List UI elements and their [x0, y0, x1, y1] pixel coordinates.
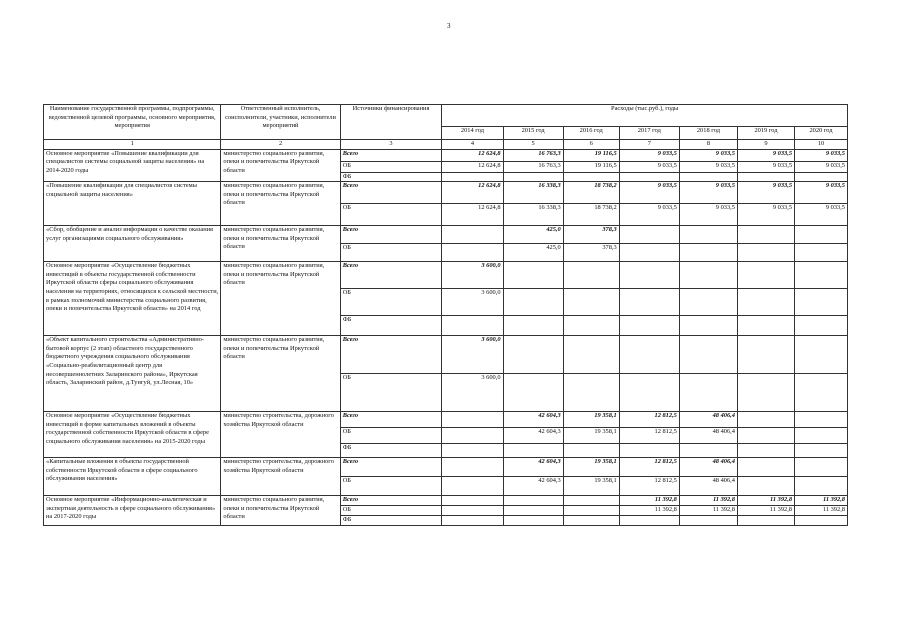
expense-value — [442, 477, 503, 496]
executor: министерство социального развития, опеки и попечительства Иркутской области — [221, 262, 340, 336]
program-name: «Объект капитального строительства «Административно-бытовой корпус (2 этап) областного государственного бюджетного учреждения социального обслуживания «Социально-реабилитационный центр для несовершеннолетних Заларинского района», Иркутская область, Заларинский район, д.Тунгуй, ул.Лесная, 10» — [44, 336, 221, 412]
expense-value: 425,0 — [503, 244, 563, 262]
page-number: 3 — [447, 22, 451, 30]
expense-value: 11 392,8 — [737, 496, 794, 506]
column-number: 10 — [795, 140, 848, 150]
expense-value: 9 033,5 — [737, 161, 794, 172]
expense-value: 42 604,3 — [503, 428, 563, 444]
funding-source: ОБ — [340, 244, 442, 262]
header-year: 2017 год — [619, 127, 679, 140]
program-name: «Сбор, обобщение и анализ информации о качестве оказания услуг организациями социального обслуживания» — [44, 226, 221, 262]
funding-source: ФБ — [340, 172, 442, 182]
expense-value: 48 406,4 — [679, 412, 737, 428]
expense-value — [679, 172, 737, 182]
expense-value: 9 033,5 — [795, 204, 848, 226]
expense-value — [503, 444, 563, 458]
executor: министерство социального развития, опеки и попечительства Иркутской области — [221, 226, 340, 262]
expense-value: 9 033,5 — [795, 182, 848, 204]
expense-value — [737, 458, 794, 477]
expense-value: 11 392,8 — [619, 506, 679, 516]
executor: министерство социального развития, опеки и попечительства Иркутской области — [221, 496, 340, 526]
expense-value — [737, 516, 794, 526]
expense-value — [795, 458, 848, 477]
header-executor: Ответственный исполнитель, соисполнители, участники, исполнители мероприятий — [221, 105, 340, 140]
column-number: 8 — [679, 140, 737, 150]
expense-value — [619, 374, 679, 412]
funding-source: ОБ — [340, 161, 442, 172]
expense-value — [563, 374, 619, 412]
header-name: Наименование государственной программы, подпрограммы, ведомственной целевой программы, основного мероприятия, мероприятия — [44, 105, 221, 140]
funding-source: Всего — [340, 226, 442, 244]
expense-value — [503, 506, 563, 516]
expense-value: 9 033,5 — [679, 182, 737, 204]
expense-value: 16 338,3 — [503, 182, 563, 204]
expense-value: 18 738,2 — [563, 204, 619, 226]
expense-value: 19 358,1 — [563, 428, 619, 444]
expense-value: 12 624,8 — [442, 161, 503, 172]
funding-source: ФБ — [340, 516, 442, 526]
expense-value: 425,0 — [503, 226, 563, 244]
funding-source: ФБ — [340, 316, 442, 336]
expense-value — [619, 336, 679, 374]
expense-value — [619, 172, 679, 182]
table-row — [44, 149, 848, 161]
expense-value — [795, 172, 848, 182]
expense-value: 9 033,5 — [679, 204, 737, 226]
expense-value — [563, 316, 619, 336]
expense-value — [737, 262, 794, 289]
header-year: 2014 год — [442, 127, 503, 140]
column-number: 1 — [44, 140, 221, 150]
program-name: Основное мероприятие «Информационно-аналитическая и экспертная деятельность в сфере социального обслуживания» на 2017-2020 годы — [44, 496, 221, 526]
expense-value: 9 033,5 — [619, 161, 679, 172]
expense-value — [442, 506, 503, 516]
expense-value: 12 624,8 — [442, 149, 503, 161]
expense-value: 3 600,0 — [442, 336, 503, 374]
expense-value: 16 763,3 — [503, 161, 563, 172]
program-name: Основное мероприятие «Осуществление бюджетных инвестиций в форме капитальных вложений в объекты государственной собственности Иркутской области в сфере социального обслуживания населения» на 2015-2020 годы — [44, 412, 221, 458]
funding-source: Всего — [340, 496, 442, 506]
expense-value — [503, 516, 563, 526]
expense-value — [442, 428, 503, 444]
program-name: Основное мероприятие «Повышение квалификации для специалистов системы социальной защиты населения» на 2014-2020 годы — [44, 149, 221, 182]
expense-value — [442, 444, 503, 458]
header-year: 2020 год — [795, 127, 848, 140]
funding-source: ОБ — [340, 374, 442, 412]
expense-value — [563, 336, 619, 374]
expense-value — [442, 244, 503, 262]
expense-value — [737, 336, 794, 374]
expense-value — [795, 374, 848, 412]
executor: министерство социального развития, опеки и попечительства Иркутской области — [221, 149, 340, 182]
expense-value — [679, 244, 737, 262]
funding-source: ФБ — [340, 444, 442, 458]
expense-value: 18 738,2 — [563, 182, 619, 204]
expense-value — [737, 244, 794, 262]
expense-value: 12 624,8 — [442, 182, 503, 204]
expense-value: 9 033,5 — [619, 204, 679, 226]
funding-source: Всего — [340, 458, 442, 477]
column-number: 2 — [221, 140, 340, 150]
funding-source: Всего — [340, 149, 442, 161]
expense-value: 11 392,8 — [679, 496, 737, 506]
expense-value — [619, 316, 679, 336]
expense-value: 3 600,0 — [442, 289, 503, 316]
expense-value: 9 033,5 — [737, 204, 794, 226]
expense-value — [679, 374, 737, 412]
expense-value: 48 406,4 — [679, 428, 737, 444]
expense-value: 19 358,1 — [563, 458, 619, 477]
expense-value — [563, 262, 619, 289]
header-source: Источники финансирования — [340, 105, 442, 140]
expense-value — [795, 336, 848, 374]
funding-source: Всего — [340, 412, 442, 428]
expense-value: 16 763,3 — [503, 149, 563, 161]
expense-value — [563, 496, 619, 506]
expense-value — [442, 412, 503, 428]
expense-value — [737, 226, 794, 244]
expense-value: 42 604,3 — [503, 412, 563, 428]
header-year: 2018 год — [679, 127, 737, 140]
funding-source: ОБ — [340, 289, 442, 316]
expense-value — [679, 289, 737, 316]
expense-value — [442, 316, 503, 336]
expense-value — [795, 244, 848, 262]
expense-value: 12 812,5 — [619, 428, 679, 444]
expense-value — [563, 444, 619, 458]
expense-value: 12 812,5 — [619, 477, 679, 496]
table-row — [44, 496, 848, 506]
expense-value — [737, 172, 794, 182]
table-row — [44, 226, 848, 244]
expense-value: 9 033,5 — [737, 149, 794, 161]
expense-value: 19 358,1 — [563, 412, 619, 428]
column-number: 9 — [737, 140, 794, 150]
expense-value — [737, 477, 794, 496]
expense-value: 48 406,4 — [679, 458, 737, 477]
program-name: Основное мероприятие «Осуществление бюджетных инвестиций в объекты государственной собственности Иркутской области сферы социального обслуживания населения на территориях, относящихся к сельской местности, в рамках полномочий министерства социального развития, опеки и попечительства Иркутской области» на 2014 год — [44, 262, 221, 336]
expense-value — [503, 496, 563, 506]
executor: министерство строительства, дорожного хозяйства Иркутской области — [221, 412, 340, 458]
executor: министерство социального развития, опеки и попечительства Иркутской области — [221, 336, 340, 412]
expense-value: 9 033,5 — [795, 149, 848, 161]
expense-value: 3 600,0 — [442, 374, 503, 412]
table-row — [44, 336, 848, 374]
expense-value — [503, 374, 563, 412]
expense-value — [795, 412, 848, 428]
expense-value: 11 392,8 — [795, 506, 848, 516]
column-number: 6 — [563, 140, 619, 150]
expense-value — [795, 289, 848, 316]
funding-source: ОБ — [340, 506, 442, 516]
expense-value: 12 812,5 — [619, 412, 679, 428]
table-row — [44, 182, 848, 204]
expense-value — [795, 516, 848, 526]
funding-source: Всего — [340, 182, 442, 204]
expense-value: 42 604,3 — [503, 458, 563, 477]
expense-value — [679, 444, 737, 458]
expense-value — [442, 226, 503, 244]
expense-value — [795, 226, 848, 244]
program-name: «Повышение квалификации для специалистов системы социальной защиты населения» — [44, 182, 221, 226]
expense-value: 12 624,8 — [442, 204, 503, 226]
column-number: 3 — [340, 140, 442, 150]
expense-value — [619, 289, 679, 316]
expense-value — [442, 458, 503, 477]
expense-value — [795, 477, 848, 496]
expense-value — [442, 516, 503, 526]
expense-value: 9 033,5 — [619, 182, 679, 204]
table-row — [44, 262, 848, 289]
expense-value — [737, 289, 794, 316]
expense-value — [737, 374, 794, 412]
expense-value — [503, 336, 563, 374]
expense-value: 48 406,4 — [679, 477, 737, 496]
expense-value — [619, 244, 679, 262]
expense-value — [795, 444, 848, 458]
expense-value — [679, 336, 737, 374]
expense-value — [563, 172, 619, 182]
expense-value: 11 392,8 — [679, 506, 737, 516]
table-row — [44, 458, 848, 477]
program-name: «Капитальные вложения в объекты государственной собственности Иркутской области в сфере социального обслуживания населения» — [44, 458, 221, 496]
expense-value: 9 033,5 — [619, 149, 679, 161]
expense-value: 9 033,5 — [737, 182, 794, 204]
expense-value: 3 600,0 — [442, 262, 503, 289]
expense-value: 19 116,5 — [563, 149, 619, 161]
expense-value: 19 116,5 — [563, 161, 619, 172]
header-year: 2016 год — [563, 127, 619, 140]
executor: министерство социального развития, опеки и попечительства Иркутской области — [221, 182, 340, 226]
expense-value — [619, 262, 679, 289]
expense-value — [737, 444, 794, 458]
funding-source: Всего — [340, 262, 442, 289]
expense-value: 9 033,5 — [679, 161, 737, 172]
expense-value — [619, 444, 679, 458]
expense-value — [442, 496, 503, 506]
expense-value — [619, 226, 679, 244]
expense-value — [737, 316, 794, 336]
expense-value — [795, 262, 848, 289]
header-year: 2015 год — [503, 127, 563, 140]
expense-value — [503, 172, 563, 182]
expense-value — [503, 262, 563, 289]
expense-value — [619, 516, 679, 526]
expense-value — [503, 316, 563, 336]
column-number: 4 — [442, 140, 503, 150]
expense-value — [679, 262, 737, 289]
header-year: 2019 год — [737, 127, 794, 140]
expense-value — [563, 289, 619, 316]
expense-value: 19 358,1 — [563, 477, 619, 496]
column-number: 5 — [503, 140, 563, 150]
expense-value: 11 392,8 — [795, 496, 848, 506]
expense-value — [795, 316, 848, 336]
expense-value: 378,3 — [563, 226, 619, 244]
expense-value: 9 033,5 — [795, 161, 848, 172]
expense-value — [563, 506, 619, 516]
expense-value: 11 392,8 — [737, 506, 794, 516]
funding-source: ОБ — [340, 428, 442, 444]
expense-value: 42 604,3 — [503, 477, 563, 496]
expense-value — [679, 516, 737, 526]
executor: министерство строительства, дорожного хозяйства Иркутской области — [221, 458, 340, 496]
expense-value — [442, 172, 503, 182]
expense-value: 12 812,5 — [619, 458, 679, 477]
funding-source: Всего — [340, 336, 442, 374]
header-expenses: Расходы (тыс.руб.), годы — [442, 105, 848, 127]
budget-table — [43, 104, 848, 526]
expense-value — [679, 316, 737, 336]
funding-source: ОБ — [340, 204, 442, 226]
column-number: 7 — [619, 140, 679, 150]
expense-value — [737, 428, 794, 444]
expense-value — [503, 289, 563, 316]
funding-source: ОБ — [340, 477, 442, 496]
expense-value: 16 338,3 — [503, 204, 563, 226]
expense-value — [737, 412, 794, 428]
expense-value: 378,3 — [563, 244, 619, 262]
expense-value — [679, 226, 737, 244]
expense-value: 11 392,8 — [619, 496, 679, 506]
table-row — [44, 412, 848, 428]
expense-value — [563, 516, 619, 526]
expense-value — [795, 428, 848, 444]
expense-value: 9 033,5 — [679, 149, 737, 161]
